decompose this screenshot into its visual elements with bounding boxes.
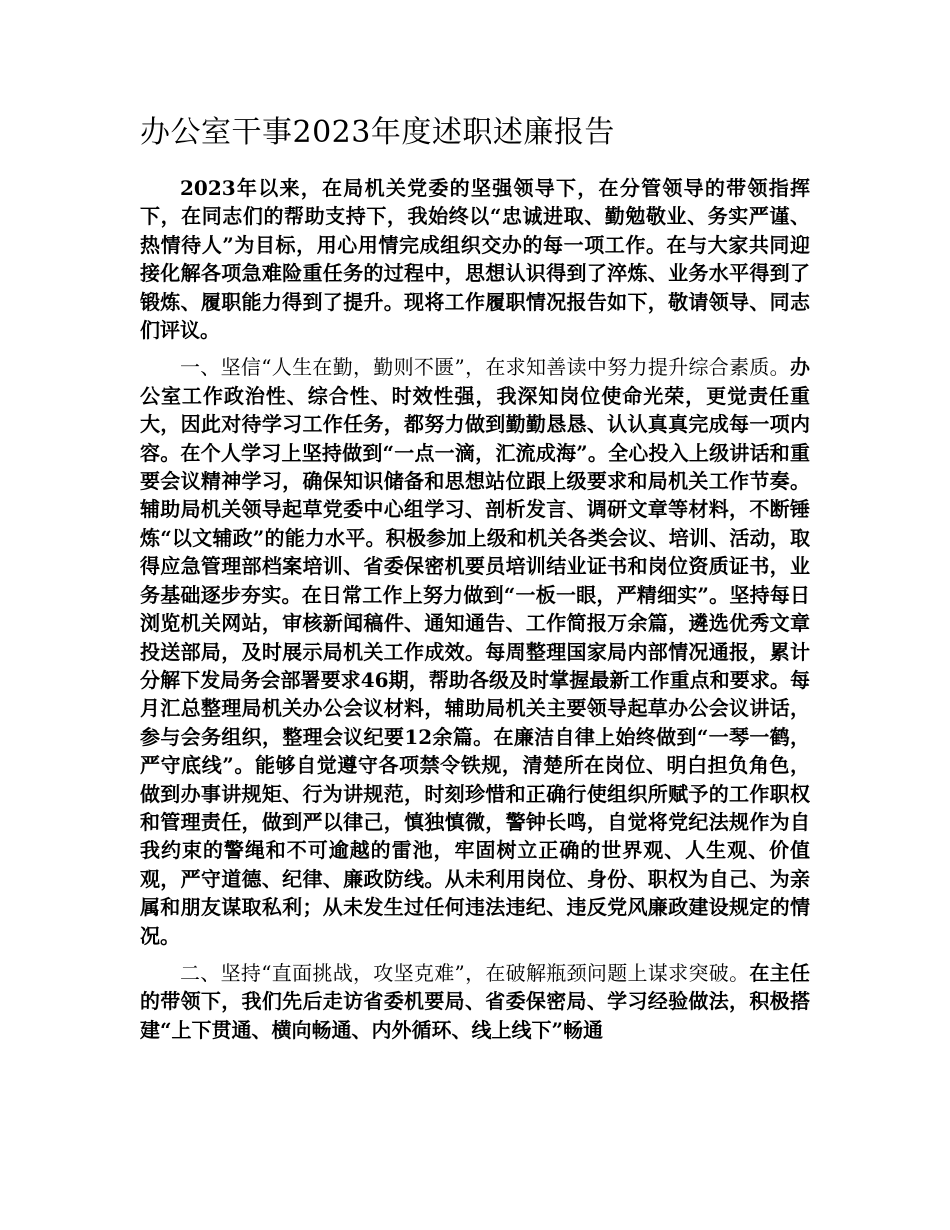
section-two-body: 在主任的带领下，我们先后走访省委机要局、省委保密局、学习经验做法，积极搭建“上下贯通、横向畅通、内外循环、线上线下”畅通 [140,960,811,1042]
section-one-paragraph [140,353,810,950]
document-page [140,110,810,1044]
intro-paragraph [140,174,810,344]
paragraph-body: 2023年以来，在局机关党委的坚强领导下，在分管领导的带领指挥下，在同志们的帮助支持下，我始终以“忠诚进取、勤勉敬业、务实严谨、热情待人”为目标，用心用情完成组织交办的每一项工作。在与大家共同迎接化解各项急难险重任务的过程中，思想认识得到了淬炼、业务水平得到了锻炼、履职能力得到了提升。现将工作履职情况报告如下，敬请领导、同志们评议。 [140,176,810,343]
section-one-heading: 一、坚信“人生在勤，勤则不匮”，在求知善读中努力提升综合素质。 [180,355,790,380]
section-one-body: 办公室工作政治性、综合性、时效性强，我深知岗位使命光荣，更觉责任重大，因此对待学习工作任务，都努力做到勤勤恳恳、认认真真完成每一项内容。在个人学习上坚持做到“一点一滴，汇流成海”。全心投入上级讲话和重要会议精神学习，确保知识储备和思想站位跟上级要求和局机关工作节奏。辅助局机关领导起草党委中心组学习、剖析发言、调研文章等材料，不断锤炼“以文辅政”的能力水平。积极参加上级和机关各类会议、培训、活动，取得应急管理部档案培训、省委保密机要员培训结业证书和岗位资质证书，业务基础逐步夯实。在日常工作上努力做到“一板一眼，严精细实”。坚持每日浏览机关网站，审核新闻稿件、通知通告、工作简报万余篇，遴选优秀文章投送部局，及时展示局机关工作成效。每周整理国家局内部情况通报，累计分解下发局务会部署要求46期，帮助各级及时掌握最新工作重点和要求。每月汇总整理局机关办公会议材料，辅助局机关主要领导起草办公会议讲话，参与会务组织，整理会议纪要12余篇。在廉洁自律上始终做到“一琴一鹤，严守底线”。能够自觉遵守各项禁令铁规，清楚所在岗位、明白担负角色，做到办事讲规矩、行为讲规范，时刻珍惜和正确行使组织所赋予的工作职权和管理责任，做到严以律己，慎独慎微，警钟长鸣，自觉将党纪法规作为自我约束的警绳和不可逾越的雷池，牢固树立正确的世界观、人生观、价值观，严守道德、纪律、廉政防线。从未利用岗位、身份、职权为自己、为亲属和朋友谋取私利；从未发生过任何违法违纪、违反党风廉政建设规定的情况。 [140,355,810,948]
section-two-heading: 二、坚持“直面挑战，攻坚克难”，在破解瓶颈问题上谋求突破。 [180,960,750,985]
section-two-paragraph [140,959,810,1044]
document-title: 办公室干事2023年度述职述廉报告 [140,115,615,150]
